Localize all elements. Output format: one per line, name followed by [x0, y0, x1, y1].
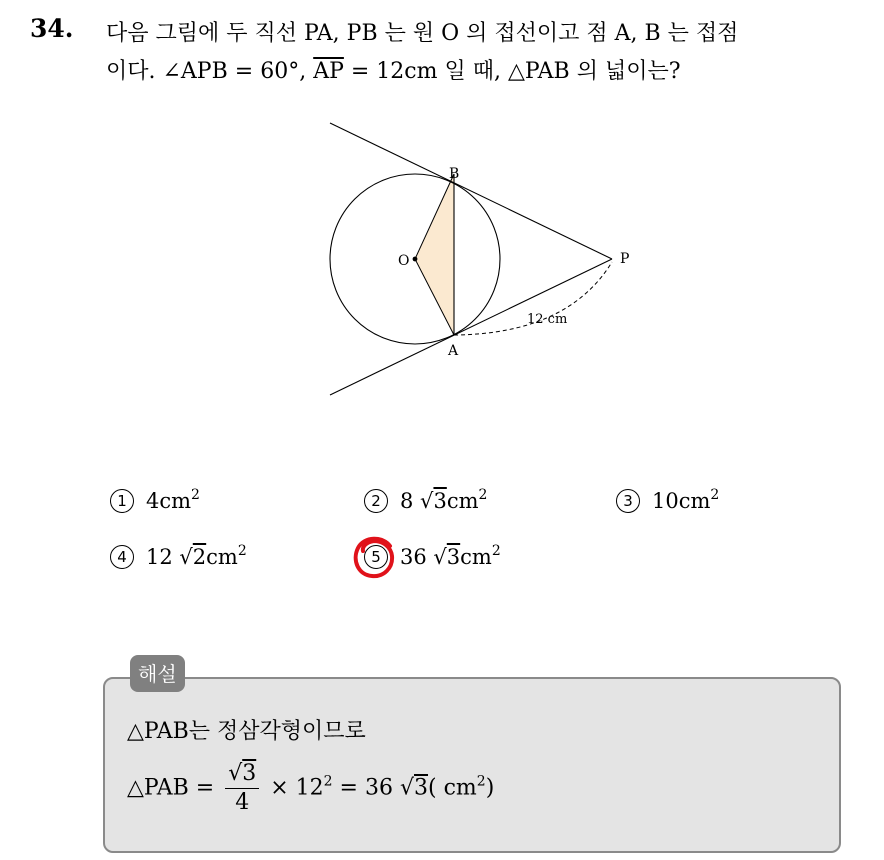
choice-2[interactable]: [364, 487, 487, 513]
choice-1-sup: 2: [191, 487, 200, 503]
geometry-figure: [320, 112, 640, 416]
choice-5-unit: cm: [460, 545, 492, 569]
explanation-radicand: 3: [414, 775, 429, 801]
choice-3[interactable]: [616, 487, 719, 513]
question-text-line2: [106, 54, 681, 85]
label-b: B: [449, 166, 460, 182]
choice-3-sup: 2: [710, 487, 720, 503]
choice-4-radicand: 2: [192, 545, 207, 569]
choice-5-mark: 5: [364, 545, 388, 569]
explanation-line2: [127, 760, 494, 826]
choice-3-value: 10cm: [652, 489, 711, 513]
explanation-equals: = 36: [332, 775, 400, 801]
choice-1[interactable]: [110, 487, 200, 513]
fraction-denominator: 4: [235, 790, 250, 815]
question-text-line1: 다음 그림에 두 직선 PA, PB 는 원 O 의 접선이고 점 A, B 는 접점: [106, 21, 739, 46]
choice-2-coef: 8: [400, 489, 421, 513]
choice-5-radicand: 3: [446, 545, 461, 569]
explanation-unit-close: ): [485, 775, 495, 801]
explanation-tag: 해설: [130, 655, 185, 692]
explanation-line1: △PAB는 정삼각형이므로: [127, 719, 366, 744]
choice-4-sup: 2: [237, 543, 247, 559]
explanation-lhs: △PAB =: [127, 775, 222, 801]
geometry-svg: [320, 112, 640, 412]
shaded-region: [415, 174, 454, 335]
label-a: A: [448, 343, 459, 359]
choice-2-sup: 2: [478, 487, 488, 503]
question-text-line2-post: = 12cm 일 때, △PAB 의 넓이는?: [343, 59, 681, 84]
explanation-exp: 2: [323, 773, 333, 790]
choice-2-mark: 2: [364, 489, 388, 513]
choice-4-coef: 12: [146, 545, 180, 569]
center-dot: [413, 257, 418, 262]
fraction: [225, 760, 259, 817]
sqrt-icon: √: [228, 761, 243, 786]
label-length: 12 cm: [527, 312, 568, 327]
choice-2-unit: cm: [446, 489, 479, 513]
tangent-line-pa: [330, 259, 612, 395]
choice-4[interactable]: [110, 543, 247, 569]
choice-4-mark: 4: [110, 545, 134, 569]
answer-circle-icon: [350, 532, 400, 586]
segment-ap-label: $\overline{AP}$: [313, 59, 344, 84]
fraction-radicand: 3: [242, 761, 257, 786]
fraction-numerator: [225, 760, 259, 789]
question-number: 34.: [30, 14, 74, 43]
choice-5-sup: 2: [491, 543, 501, 559]
choice-4-unit: cm: [206, 545, 238, 569]
label-p: P: [620, 251, 630, 267]
explanation-unit-sup: 2: [476, 773, 486, 790]
choice-1-mark: 1: [110, 489, 134, 513]
sqrt-icon: √: [433, 545, 447, 569]
label-o: O: [398, 253, 410, 269]
sqrt-icon: √: [179, 545, 193, 569]
sqrt-icon: √: [399, 775, 415, 801]
sqrt-icon: √: [420, 489, 434, 513]
choice-1-value: 4cm: [146, 489, 192, 513]
choice-2-radicand: 3: [433, 489, 447, 513]
explanation-unit-open: ( cm: [428, 775, 477, 801]
choice-5-coef: 36: [400, 545, 434, 569]
explanation-times: × 12: [263, 775, 324, 801]
tangent-line-pb: [330, 123, 612, 259]
question-text-line2-pre: 이다. ∠APB = 60°,: [106, 59, 314, 84]
choice-3-mark: 3: [616, 489, 640, 513]
